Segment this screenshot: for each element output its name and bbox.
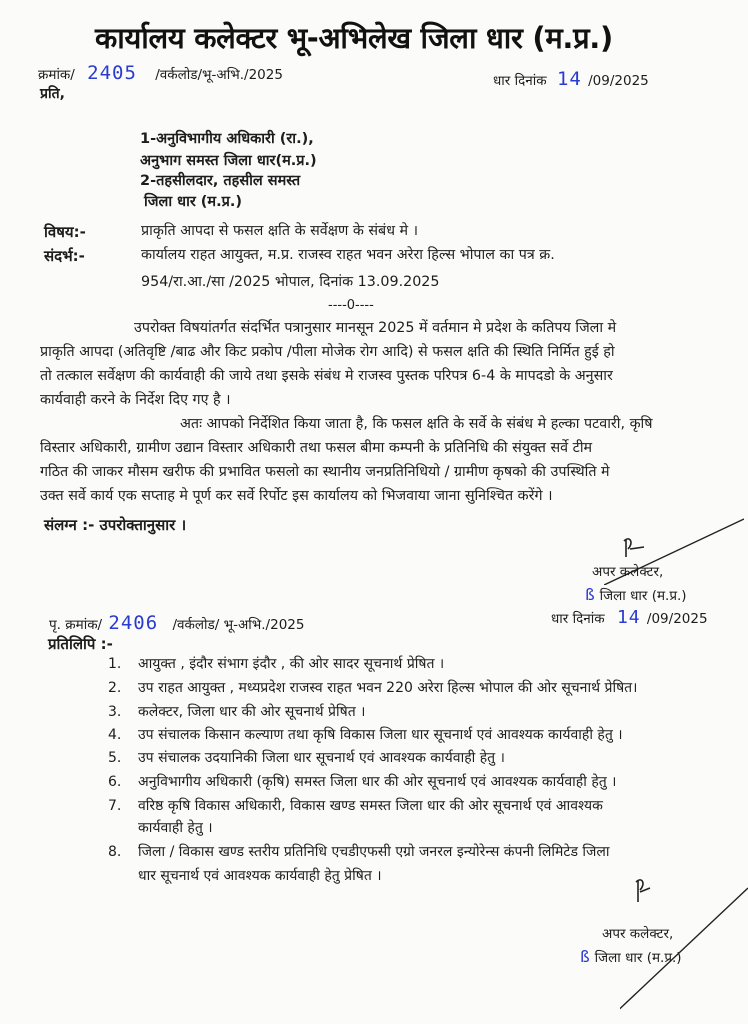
paragraph-2-line: अतः आपको निर्देशित किया जाता है, कि फसल क्षति के सर्वे के संबंध मे हल्का पटवारी, कृषि bbox=[180, 416, 653, 432]
signature-1-designation: अपर कलेक्टर, bbox=[592, 564, 664, 580]
list-item-continuation: धार सूचनार्थ एवं आवश्यक कार्यवाही हेतु प्रेषित । bbox=[138, 868, 382, 884]
paragraph-1-line: तो तत्काल सर्वेक्षण की कार्यवाही की जाये तथा इसके संबंध मे राजस्व पुस्तक परिपत्र 6-4 के मापदडो के अनुसार bbox=[40, 368, 613, 384]
reference-line-1: कार्यालय राहत आयुक्त, म.प्र. राजस्व राहत भवन अरेरा हिल्स भोपाल का पत्र क्र. bbox=[141, 247, 555, 263]
signature-2-mark bbox=[620, 868, 748, 1018]
paragraph-2 bbox=[40, 412, 710, 508]
subject-text: प्राकृति आपदा से फसल क्षति के सर्वेक्षण के संबंध मे । bbox=[141, 223, 419, 239]
list-item-number: 1. bbox=[108, 656, 122, 672]
list-item bbox=[108, 748, 505, 767]
addressee-line-4: जिला धार (म.प्र.) bbox=[144, 194, 242, 210]
copy-ref-number-handwritten: 2406 bbox=[108, 612, 159, 634]
ref-prefix: क्रमांक/ bbox=[38, 67, 75, 83]
list-item bbox=[108, 702, 365, 721]
date-day-handwritten: 14 bbox=[556, 68, 582, 90]
list-item-text: उप संचालक उदयानिकी जिला धार सूचनार्थ एवं आवश्यक कार्यवाही हेतु । bbox=[138, 750, 505, 766]
signature-1-office-line bbox=[585, 585, 687, 604]
date-rest: /09/2025 bbox=[588, 73, 649, 89]
list-item-text: उप राहत आयुक्त , मध्यप्रदेश राजस्व राहत भवन 220 अरेरा हिल्स भोपाल की ओर सूचनार्थ प्रेषित। bbox=[138, 680, 638, 696]
list-item-continuation: कार्यवाही हेतु । bbox=[138, 820, 213, 836]
list-item-number: 3. bbox=[108, 704, 122, 720]
subject-label: विषय:- bbox=[44, 223, 86, 241]
copy-ref-suffix: /वर्कलोड/ भू-अभि./2025 bbox=[172, 617, 305, 633]
signature-2-office-line bbox=[580, 947, 682, 966]
copy-ref-number-line bbox=[49, 612, 304, 634]
list-item-number: 7. bbox=[108, 798, 122, 814]
signature-1-date-rest: /09/2025 bbox=[646, 611, 708, 627]
list-item bbox=[108, 654, 444, 673]
list-item-text: वरिष्ठ कृषि विकास अधिकारी, विकास खण्ड समस्त जिला धार की ओर सूचनार्थ एवं आवश्यक bbox=[138, 798, 603, 814]
paragraph-2-line: विस्तार अधिकारी, ग्रामीण उद्यान विस्तार अधिकारी तथा फसल बीमा कम्पनी के प्रतिनिधि की संयुक्त सर्वे टीम bbox=[40, 440, 593, 456]
addressee-line-3: 2-तहसीलदार, तहसील समस्त bbox=[140, 173, 301, 189]
signature-1-date-day-handwritten: 14 bbox=[616, 607, 641, 628]
list-item-text: उप संचालक किसान कल्याण तथा कृषि विकास जिला धार सूचनार्थ एवं आवश्यक कार्यवाही हेतु । bbox=[138, 727, 623, 743]
separator: ----0---- bbox=[328, 298, 374, 313]
list-item-text: कलेक्टर, जिला धार की ओर सूचनार्थ प्रेषित । bbox=[138, 704, 366, 720]
list-item bbox=[108, 842, 610, 861]
list-item-text: आयुक्त , इंदौर संभाग इंदौर , की ओर सादर सूचनार्थ प्रेषित । bbox=[138, 656, 445, 672]
reference-label: संदर्भ:- bbox=[44, 247, 85, 265]
list-item bbox=[108, 796, 603, 815]
place-date-line bbox=[493, 68, 649, 90]
signature-2-designation: अपर कलेक्टर, bbox=[602, 926, 674, 942]
signature-1-date-label: धार दिनांक bbox=[551, 611, 605, 627]
initial-mark: ß bbox=[585, 585, 596, 604]
paragraph-1-line: प्राकृति आपदा (अतिवृष्टि /बाढ और किट प्रकोप /पीला मोजेक रोग आदि) से फसल क्षति की स्थिति निर्मित हुई हो bbox=[40, 344, 615, 360]
signature-1-date-line bbox=[551, 607, 708, 628]
list-item bbox=[108, 678, 637, 697]
addressee-line-2: अनुभाग समस्त जिला धार(म.प्र.) bbox=[140, 153, 317, 169]
signature-1-office: जिला धार (म.प्र.) bbox=[599, 588, 687, 604]
copy-ref-prefix: पृ. क्रमांक/ bbox=[49, 617, 103, 633]
list-item bbox=[108, 725, 623, 744]
ref-suffix: /वर्कलोड/भू-अभि./2025 bbox=[155, 67, 283, 83]
signature-2-office: जिला धार (म.प्र.) bbox=[594, 950, 682, 966]
paragraph-2-line: उक्त सर्वे कार्य एक सप्ताह मे पूर्ण कर सर्वे रिर्पोट इस कार्यालय को भिजवाया जाना सुनिश्चित करेंगे । bbox=[40, 488, 553, 504]
place-date-label: धार दिनांक bbox=[493, 73, 547, 89]
initial-mark: ß bbox=[580, 947, 591, 966]
paragraph-1-line: कार्यवाही करने के निर्देश दिए गए है । bbox=[40, 392, 231, 408]
ref-number-line bbox=[38, 62, 283, 84]
office-title: कार्यालय कलेक्टर भू-अभिलेख जिला धार (म.प्र.) bbox=[95, 21, 613, 55]
reference-line-2: 954/रा.आ./सा /2025 भोपाल, दिनांक 13.09.2025 bbox=[141, 274, 440, 290]
copy-label: प्रतिलिपि :- bbox=[48, 635, 113, 653]
list-item-number: 2. bbox=[108, 680, 122, 696]
list-item-text: जिला / विकास खण्ड स्तरीय प्रतिनिधि एचडीएफसी एग्रो जनरल इन्योरेन्स कंपनी लिमिटेड जिला bbox=[138, 844, 610, 860]
ref-number-handwritten: 2405 bbox=[87, 62, 137, 84]
list-item-number: 6. bbox=[108, 774, 122, 790]
paragraph-1-line: उपरोक्त विषयांतर्गत संदर्भित पत्रानुसार मानसून 2025 में वर्तमान मे प्रदेश के कतिपय जिला मे bbox=[134, 320, 617, 336]
list-item-number: 8. bbox=[108, 844, 122, 860]
list-item bbox=[108, 772, 617, 791]
list-item-number: 4. bbox=[108, 727, 122, 743]
list-item-number: 5. bbox=[108, 750, 122, 766]
to-label: प्रति, bbox=[40, 86, 65, 102]
paragraph-1 bbox=[40, 316, 710, 412]
paragraph-2-line: गठित की जाकर मौसम खरीफ की प्रभावित फसलो का स्थानीय जनप्रतिनिधियो / ग्रामीण कृषको की उपस्थिति मे bbox=[40, 464, 610, 480]
addressee-line-1: 1-अनुविभागीय अधिकारी (रा.), bbox=[140, 131, 314, 147]
list-item-text: अनुविभागीय अधिकारी (कृषि) समस्त जिला धार की ओर सूचनार्थ एवं आवश्यक कार्यवाही हेतु । bbox=[138, 774, 617, 790]
enclosure-line: संलग्न :- उपरोक्तानुसार । bbox=[44, 516, 187, 534]
